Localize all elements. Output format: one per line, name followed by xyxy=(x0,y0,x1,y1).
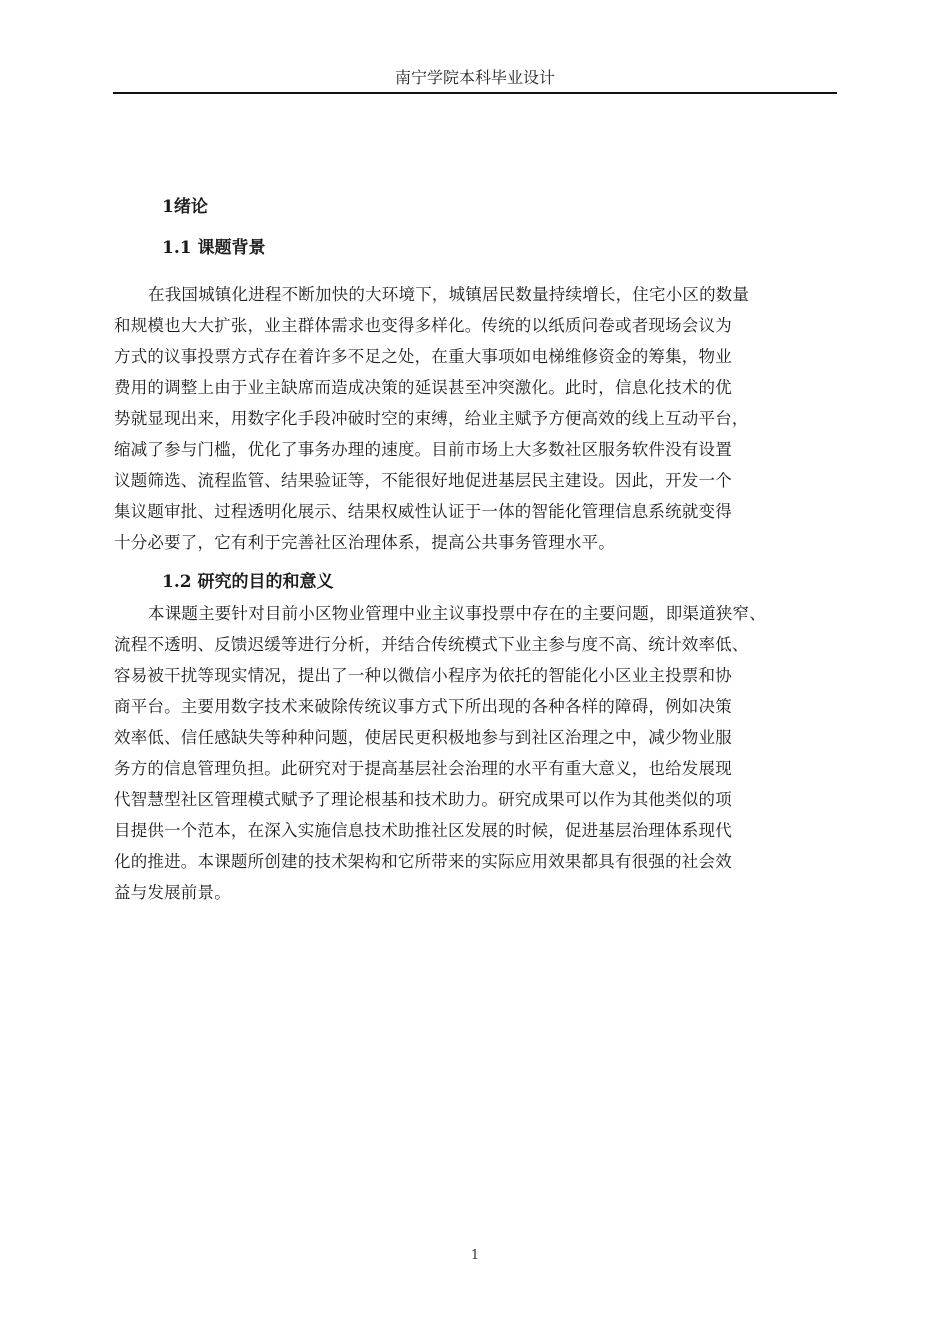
paragraph-line: 本课题主要针对目前小区物业管理中业主议事投票中存在的主要问题，即渠道狭窄、 xyxy=(148,604,766,623)
paragraph-line: 十分必要了，它有利于完善社区治理体系，提高公共事务管理水平。 xyxy=(114,533,615,552)
paragraph-line: 缩减了参与门槛，优化了事务办理的速度。目前市场上大多数社区服务软件没有设置 xyxy=(114,440,732,459)
section-heading-purpose: 1.2 研究的目的和意义 xyxy=(162,572,334,592)
paragraph-line: 商平台。主要用数字技术来破除传统议事方式下所出现的各种各样的障碍，例如决策 xyxy=(114,697,732,716)
paragraph-line: 议题筛选、流程监管、结果验证等，不能很好地促进基层民主建设。因此，开发一个 xyxy=(114,471,732,490)
paragraph-line: 势就显现出来，用数字化手段冲破时空的束缚，给业主赋予方便高效的线上互动平台， xyxy=(114,409,749,428)
paragraph-line: 集议题审批、过程透明化展示、结果权威性认证于一体的智能化管理信息系统就变得 xyxy=(114,502,732,521)
paragraph-line: 在我国城镇化进程不断加快的大环境下，城镇居民数量持续增长，住宅小区的数量 xyxy=(148,285,750,304)
paragraph-background xyxy=(114,279,749,558)
paragraph-purpose xyxy=(114,598,766,908)
paragraph-line: 容易被干扰等现实情况，提出了一种以微信小程序为依托的智能化小区业主投票和协 xyxy=(114,666,732,685)
paragraph-line: 方式的议事投票方式存在着许多不足之处，在重大事项如电梯维修资金的筹集，物业 xyxy=(114,347,732,366)
paragraph-line: 费用的调整上由于业主缺席而造成决策的延误甚至冲突激化。此时，信息化技术的优 xyxy=(114,378,732,397)
chapter-heading: 1绪论 xyxy=(162,197,208,217)
page-header-title: 南宁学院本科毕业设计 xyxy=(394,68,555,87)
header-divider xyxy=(113,92,837,94)
page-number: 1 xyxy=(470,1248,480,1263)
paragraph-line: 效率低、信任感缺失等种种问题，使居民更积极地参与到社区治理之中，减少物业服 xyxy=(114,728,732,747)
paragraph-line: 代智慧型社区管理模式赋予了理论根基和技术助力。研究成果可以作为其他类似的项 xyxy=(114,790,732,809)
paragraph-line: 化的推进。本课题所创建的技术架构和它所带来的实际应用效果都具有很强的社会效 xyxy=(114,852,732,871)
paragraph-line: 益与发展前景。 xyxy=(114,883,231,902)
section-heading-background: 1.1 课题背景 xyxy=(162,238,266,258)
paragraph-line: 和规模也大大扩张，业主群体需求也变得多样化。传统的以纸质问卷或者现场会议为 xyxy=(114,316,732,335)
paragraph-line: 流程不透明、反馈迟缓等进行分析，并结合传统模式下业主参与度不高、统计效率低、 xyxy=(114,635,749,654)
paragraph-line: 目提供一个范本，在深入实施信息技术助推社区发展的时候，促进基层治理体系现代 xyxy=(114,821,732,840)
paragraph-line: 务方的信息管理负担。此研究对于提高基层社会治理的水平有重大意义，也给发展现 xyxy=(114,759,732,778)
